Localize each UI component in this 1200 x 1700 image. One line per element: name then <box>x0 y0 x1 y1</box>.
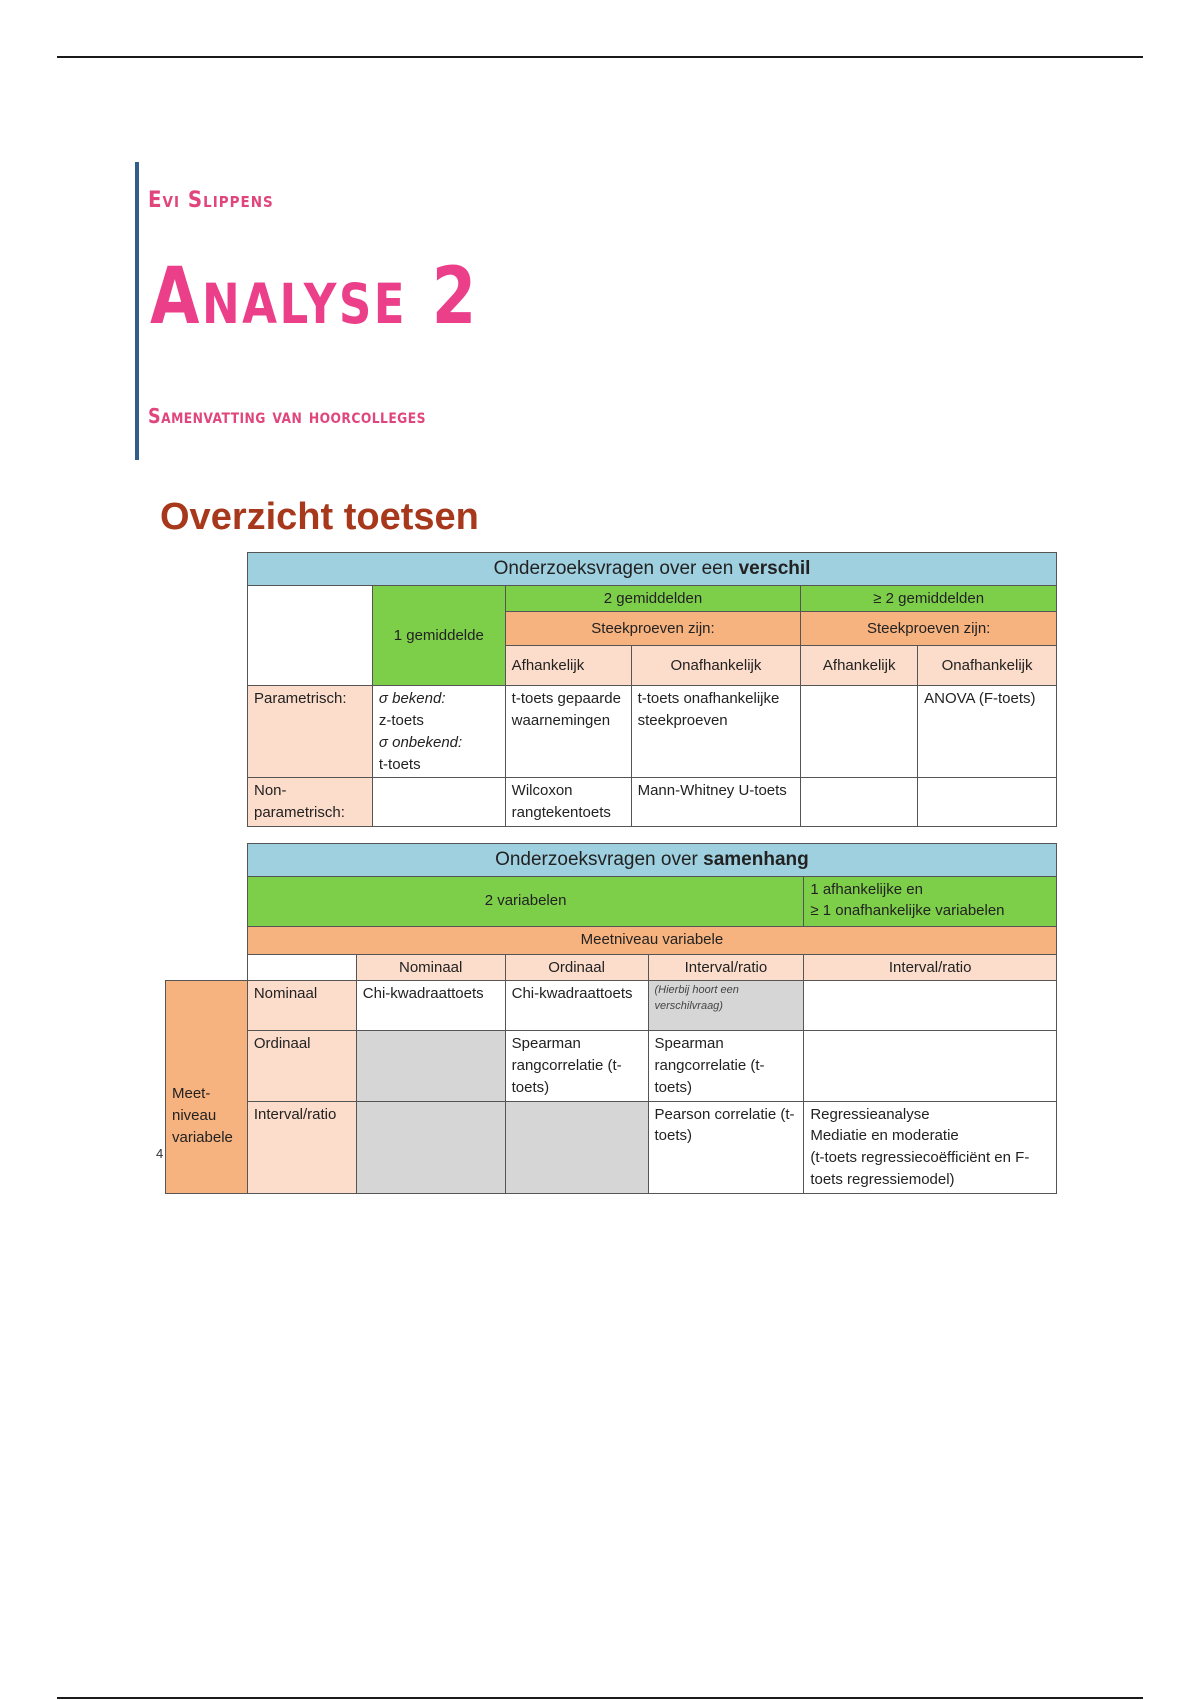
col-nominal: Nominaal <box>356 954 505 981</box>
cell-greyed <box>505 1101 648 1193</box>
cell-chi-square-2: Chi-kwadraattoets <box>505 981 648 1031</box>
cover-accent-bar <box>135 162 139 460</box>
document-subtitle: Samenvatting van hoorcolleges <box>148 404 426 428</box>
cell-empty <box>801 778 918 827</box>
cell-regression: Regressieanalyse Mediatie en moderatie (t-toets regressiecoëfficiënt en F-toets regressiemodel) <box>804 1101 1057 1193</box>
association-tests-table <box>165 843 1057 1194</box>
cell-pearson: Pearson correlatie (t-toets) <box>648 1101 804 1193</box>
document-title: Analyse 2 <box>150 252 479 342</box>
top-rule <box>57 56 1143 58</box>
difference-tests-table <box>247 552 1057 827</box>
one-mean-header: 1 gemiddelde <box>372 585 505 686</box>
page-number: 4 <box>156 1146 164 1161</box>
table1-empty-corner <box>248 585 373 686</box>
cell-empty <box>918 778 1057 827</box>
table2-blank <box>166 954 248 981</box>
cell-spearman-2: Spearman rangcorrelatie (t-toets) <box>648 1031 804 1101</box>
table1-header: Onderzoeksvragen over een verschil <box>248 553 1057 586</box>
cell-greyed <box>356 1101 505 1193</box>
row-nonparametric-label: Non-parametrisch: <box>248 778 373 827</box>
table2-corner <box>247 954 356 981</box>
cell-chi-square-1: Chi-kwadraattoets <box>356 981 505 1031</box>
section-title: Overzicht toetsen <box>160 496 479 538</box>
bottom-rule <box>57 1697 1143 1699</box>
row-nominal: Nominaal <box>247 981 356 1031</box>
cell-empty <box>801 686 918 778</box>
cell-paired-t: t-toets gepaarde waarnemingen <box>505 686 631 778</box>
samples-header-2: Steekproeven zijn: <box>801 612 1057 646</box>
row-ordinal: Ordinaal <box>247 1031 356 1101</box>
row-parametric-label: Parametrisch: <box>248 686 373 778</box>
author-name: Evi Slippens <box>148 188 274 213</box>
cell-mann-whitney: Mann-Whitney U-toets <box>631 778 801 827</box>
cell-empty <box>372 778 505 827</box>
two-means-header: 2 gemiddelden <box>505 585 801 612</box>
col-ordinal: Ordinaal <box>505 954 648 981</box>
independent-header-2: Onafhankelijk <box>918 646 1057 686</box>
side-measurement-label: Meet-niveau variabele <box>166 981 248 1193</box>
one-dependent-header: 1 afhankelijke en ≥ 1 onafhankelijke variabelen <box>804 876 1057 926</box>
two-variables-header: 2 variabelen <box>247 876 804 926</box>
cell-empty <box>804 1031 1057 1101</box>
col-interval-regression: Interval/ratio <box>804 954 1057 981</box>
cell-wilcoxon: Wilcoxon rangtekentoets <box>505 778 631 827</box>
samples-header-1: Steekproeven zijn: <box>505 612 801 646</box>
measurement-level-header: Meetniveau variabele <box>247 926 1056 954</box>
cell-greyed <box>356 1031 505 1101</box>
dependent-header-2: Afhankelijk <box>801 646 918 686</box>
table2-blank <box>166 844 248 877</box>
table2-header: Onderzoeksvragen over samenhang <box>247 844 1056 877</box>
cell-one-mean-parametric: σ bekend: z-toets σ onbekend: t-toets <box>372 686 505 778</box>
cell-independent-t: t-toets onafhankelijke steekproeven <box>631 686 801 778</box>
gte2-means-header: ≥ 2 gemiddelden <box>801 585 1057 612</box>
cell-empty <box>804 981 1057 1031</box>
dependent-header-1: Afhankelijk <box>505 646 631 686</box>
col-interval: Interval/ratio <box>648 954 804 981</box>
independent-header-1: Onafhankelijk <box>631 646 801 686</box>
row-interval: Interval/ratio <box>247 1101 356 1193</box>
cell-spearman-1: Spearman rangcorrelatie (t-toets) <box>505 1031 648 1101</box>
table2-blank <box>166 876 248 926</box>
cell-anova: ANOVA (F-toets) <box>918 686 1057 778</box>
table2-blank <box>166 926 248 954</box>
cell-note: (Hierbij hoort een verschilvraag) <box>648 981 804 1031</box>
